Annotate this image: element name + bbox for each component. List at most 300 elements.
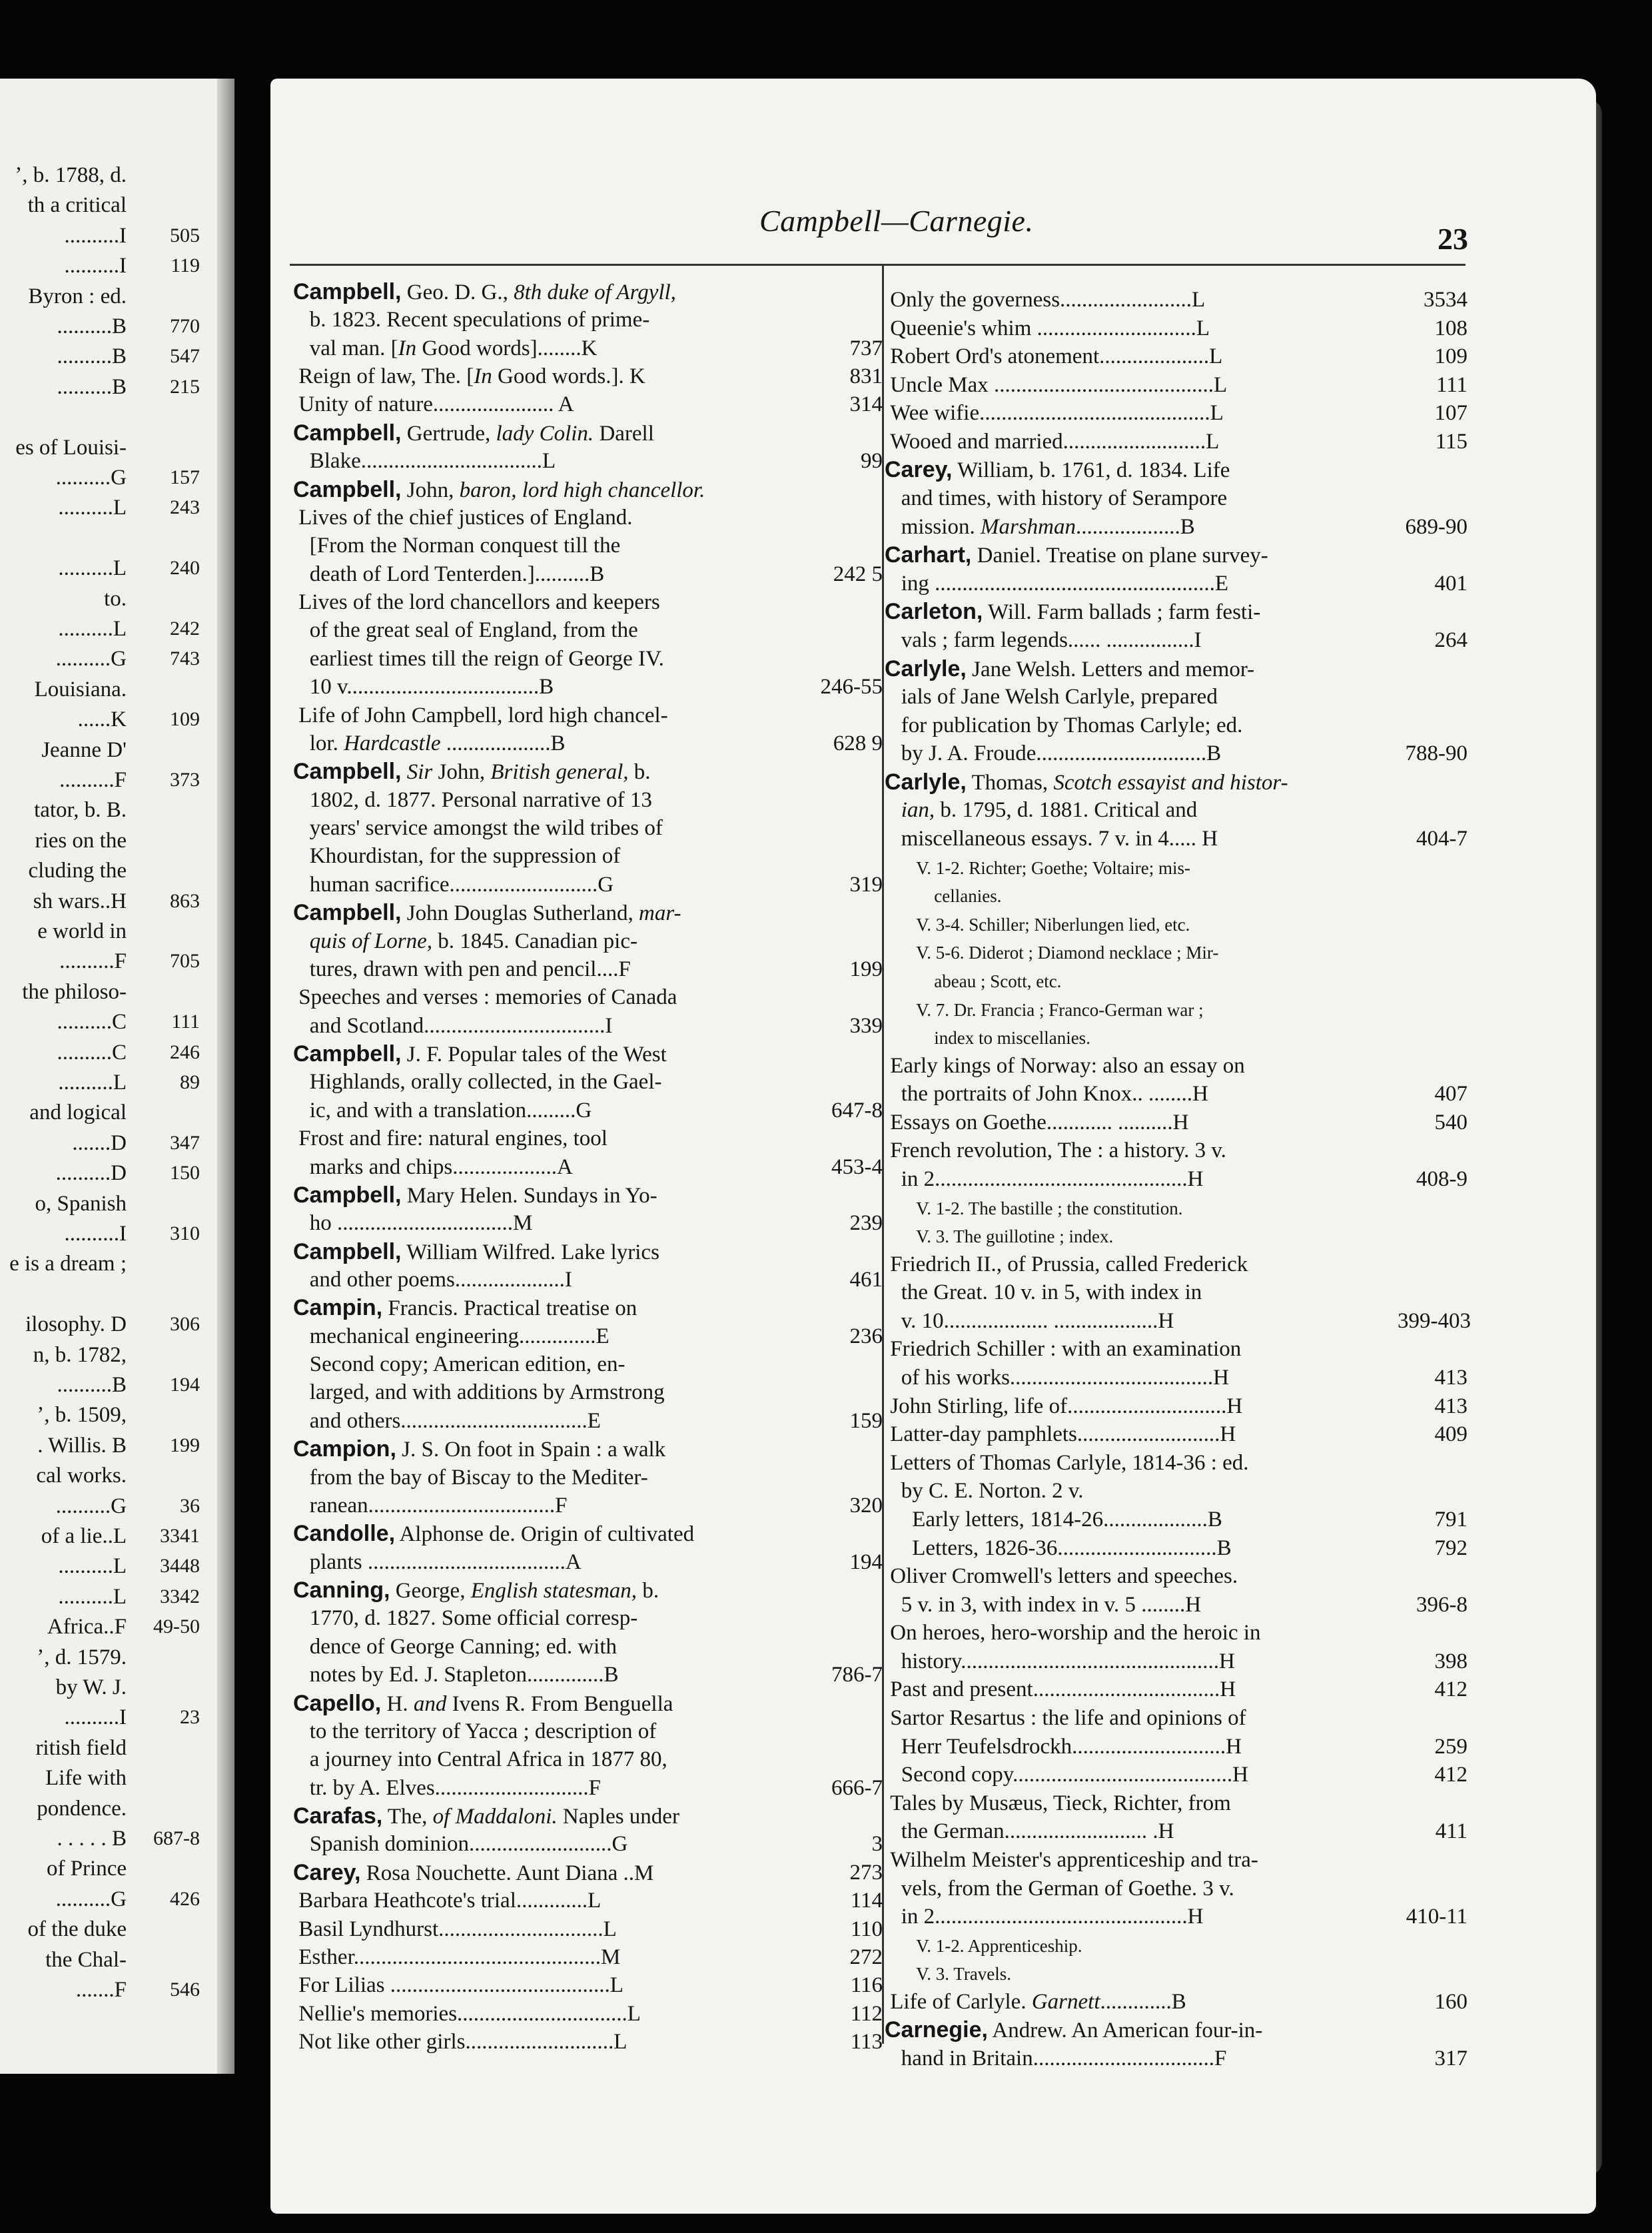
entry-text: Early kings of Norway: also an essay on xyxy=(885,1053,1245,1078)
prev-page-text: ..........L xyxy=(58,1554,127,1579)
entry-text: in 2..............................................H xyxy=(885,1905,1204,1929)
prev-page-number: 36 xyxy=(180,1494,200,1517)
call-number: 239 xyxy=(849,1211,883,1236)
call-number: 110 xyxy=(850,1917,883,1941)
prev-page-text: ..........L xyxy=(58,1584,127,1609)
entry-text: dence of George Canning; ed. with xyxy=(293,1634,618,1659)
prev-page-number: 705 xyxy=(170,950,200,973)
entry-text: Robert Ord's atonement....................L xyxy=(885,344,1223,369)
prev-page-text: ..........L xyxy=(58,496,127,520)
entry-text: ian, b. 1795, d. 1881. Critical and xyxy=(901,798,1198,823)
prev-page-text: ..........G xyxy=(55,466,127,490)
call-number: 314 xyxy=(849,392,883,417)
prev-page-text: ..........G xyxy=(55,647,127,671)
call-number: 413 xyxy=(1434,1394,1467,1418)
call-number: 107 xyxy=(1434,401,1467,426)
entry-text: Life of John Campbell, lord high chancel- xyxy=(293,703,668,727)
call-number: 792 xyxy=(1434,1536,1467,1560)
prev-page-text: ʼ, b. 1788, d. xyxy=(15,163,127,187)
call-number: 791 xyxy=(1434,1507,1467,1532)
entry-text: Speeches and verses : memories of Canada xyxy=(293,985,677,1010)
entry-text: Campbell, Gertrude, lady Colin. Darell xyxy=(293,420,654,446)
prev-page-text: Life with xyxy=(45,1766,127,1791)
call-number: 339 xyxy=(849,1013,883,1038)
call-number: 540 xyxy=(1434,1110,1467,1134)
entry-text: Campbell, Sir John, British general, b. xyxy=(293,759,651,785)
prev-page-line xyxy=(0,1943,220,1977)
entry-text: human sacrifice...........................G xyxy=(293,872,614,897)
entry-text: earliest times till the reign of George IV. xyxy=(293,646,664,671)
prev-page-line xyxy=(0,582,220,616)
entry-text: Blake.................................L xyxy=(293,449,556,474)
entry-text: the Great. 10 v. in 5, with index in xyxy=(885,1280,1202,1305)
prev-page-text: of Prince xyxy=(46,1857,127,1881)
prev-page-line xyxy=(0,612,220,646)
prev-page-text: n, b. 1782, xyxy=(33,1342,127,1367)
entry-text: vals ; farm legends...... ................I xyxy=(885,628,1202,652)
prev-page-line xyxy=(0,915,220,948)
prev-page-line xyxy=(0,793,220,827)
call-number: 114 xyxy=(850,1889,883,1913)
entry-text: Only the governess........................L xyxy=(885,288,1206,312)
prev-page-text: th a critical xyxy=(27,193,127,218)
call-number: 108 xyxy=(1434,316,1467,340)
prev-page-line xyxy=(0,1398,220,1432)
call-number: 410-11 xyxy=(1406,1905,1467,1929)
prev-page-line xyxy=(0,1459,220,1492)
entry-text: ho ................................M xyxy=(293,1211,533,1236)
prev-page-text: o, Spanish xyxy=(35,1191,127,1216)
prev-page-text: .......D xyxy=(72,1130,127,1155)
prev-page-line xyxy=(0,1550,220,1583)
call-number: 412 xyxy=(1434,1677,1467,1702)
prev-page-line xyxy=(0,522,220,555)
entry-text: Campbell, J. F. Popular tales of the West xyxy=(293,1041,667,1067)
entry-text: and others..................................E xyxy=(293,1408,601,1433)
call-number: 273 xyxy=(849,1860,883,1885)
entry-text: Basil Lyndhurst..............................L xyxy=(293,1917,617,1941)
prev-page-text: ..........F xyxy=(59,768,127,792)
entry-text: Campbell, William Wilfred. Lake lyrics xyxy=(293,1238,659,1264)
prev-page-text: ..........B xyxy=(57,314,127,338)
prev-page-line xyxy=(0,885,220,918)
prev-page-text: . . . . . B xyxy=(57,1827,127,1851)
prev-page-number: 246 xyxy=(170,1041,200,1063)
call-number: 408-9 xyxy=(1416,1167,1467,1191)
prev-page-number: 426 xyxy=(170,1887,200,1910)
entry-text: Campbell, Geo. D. G., 8th duke of Argyll, xyxy=(293,279,676,304)
prev-page-text: ......K xyxy=(77,707,127,732)
entry-text: Campbell, John Douglas Sutherland, mar- xyxy=(293,900,681,926)
prev-page-number: 770 xyxy=(170,315,200,337)
entry-text: V. 3. Travels. xyxy=(885,1964,1012,1985)
entry-text: for publication by Thomas Carlyle; ed. xyxy=(885,713,1243,737)
call-number: 401 xyxy=(1434,571,1467,596)
entry-text: Esther.............................................M xyxy=(293,1945,621,1969)
entry-text: Letters, 1826-36.............................B xyxy=(885,1536,1232,1560)
entry-text: Spanish dominion..........................G xyxy=(293,1832,628,1857)
prev-page-text: pondence. xyxy=(37,1796,127,1821)
prev-page-line xyxy=(0,1852,220,1885)
prev-page-text: Louisiana. xyxy=(34,677,127,701)
call-number: 194 xyxy=(849,1550,883,1574)
prev-page-text: sh wars..H xyxy=(33,889,127,913)
entry-text: Campbell, John, baron, lord high chancellor. xyxy=(293,476,705,502)
entry-text: tr. by A. Elves............................F xyxy=(293,1775,602,1800)
entry-text: Not like other girls...........................L xyxy=(293,2030,627,2054)
prev-page-line xyxy=(0,159,220,192)
prev-page-text: tator, b. B. xyxy=(34,798,127,823)
call-number: 628 9 xyxy=(833,731,883,755)
call-number: 411 xyxy=(1435,1819,1467,1844)
entry-text: Life of Carlyle. Garnett.............B xyxy=(885,1989,1186,2014)
prev-page-text: ..........I xyxy=(64,1222,127,1246)
call-number: 3534 xyxy=(1424,288,1467,312)
entry-text: V. 7. Dr. Francia ; Franco-German war ; xyxy=(885,999,1204,1020)
call-number: 407 xyxy=(1434,1082,1467,1107)
entry-text: Nellie's memories...............................L xyxy=(293,2001,641,2026)
prev-page-line xyxy=(0,1641,220,1674)
entry-text: hand in Britain.................................F xyxy=(885,2046,1227,2070)
prev-page-text: cluding the xyxy=(28,859,127,883)
prev-page-line xyxy=(0,1913,220,1946)
entry-text: ic, and with a translation.........G xyxy=(293,1098,592,1122)
prev-page-text: cal works. xyxy=(36,1464,127,1488)
prev-page-line xyxy=(0,1126,220,1160)
prev-page-line xyxy=(0,400,220,434)
prev-page-number: 3342 xyxy=(160,1585,200,1607)
prev-page-text: ..........L xyxy=(58,617,127,641)
prev-page-text: ʼ, b. 1509, xyxy=(37,1403,127,1428)
prev-page-text: ries on the xyxy=(35,828,127,853)
page-number: 23 xyxy=(1438,222,1468,256)
prev-page-text: e is a dream ; xyxy=(9,1252,127,1276)
entry-text: v. 10................... ...................H xyxy=(885,1308,1174,1333)
prev-page-line xyxy=(0,310,220,343)
call-number: 259 xyxy=(1434,1734,1467,1759)
prev-page-line xyxy=(0,945,220,978)
call-number: 788-90 xyxy=(1405,741,1467,766)
entry-text: larged, and with additions by Armstrong xyxy=(293,1380,665,1405)
call-number: 737 xyxy=(849,336,883,360)
entry-text: For Lilias ........................................L xyxy=(293,1973,623,1998)
prev-page-number: 743 xyxy=(170,648,200,670)
prev-page-line xyxy=(0,763,220,797)
entry-text: tures, drawn with pen and pencil....F xyxy=(293,957,631,981)
prev-page-line xyxy=(0,1701,220,1734)
prev-page-line xyxy=(0,1036,220,1069)
call-number: 461 xyxy=(849,1267,883,1292)
entry-text: Frost and fire: natural engines, tool xyxy=(293,1126,608,1151)
prev-page-text: ritish field xyxy=(35,1735,127,1760)
call-number: 236 xyxy=(849,1324,883,1348)
prev-page-line xyxy=(0,552,220,585)
prev-page-line xyxy=(0,1217,220,1250)
entry-text: Candolle, Alphonse de. Origin of cultivated xyxy=(293,1521,695,1547)
entry-text: the portraits of John Knox.. ........H xyxy=(885,1082,1208,1107)
call-number: 3 xyxy=(871,1832,883,1857)
prev-page-line xyxy=(0,1247,220,1280)
prev-page-number: 3341 xyxy=(160,1525,200,1547)
entry-text: Tales by Musæus, Tieck, Richter, from xyxy=(885,1791,1231,1815)
prev-page-number: 199 xyxy=(170,1434,200,1456)
entry-text: V. 1-2. Richter; Goethe; Voltaire; mis- xyxy=(885,857,1190,878)
entry-text: Carnegie, Andrew. An American four-in- xyxy=(885,2017,1263,2043)
entry-text: by J. A. Froude...............................B xyxy=(885,741,1222,766)
prev-page-number: 306 xyxy=(170,1313,200,1336)
entry-text: French revolution, The : a history. 3 v. xyxy=(885,1138,1226,1163)
prev-page-number: 373 xyxy=(170,769,200,791)
entry-text: Lives of the chief justices of England. xyxy=(293,505,633,530)
prev-page-line xyxy=(0,1278,220,1311)
entry-text: V. 1-2. The bastille ; the constitution. xyxy=(885,1198,1183,1218)
call-number: 453-4 xyxy=(831,1154,883,1179)
prev-page-text: ..........L xyxy=(58,556,127,581)
entry-text: Oliver Cromwell's letters and speeches. xyxy=(885,1564,1238,1589)
prev-page-line xyxy=(0,1096,220,1129)
prev-page-line xyxy=(0,1066,220,1099)
entry-text: Carleton, Will. Farm ballads ; farm festi- xyxy=(885,599,1261,625)
prev-page-line xyxy=(0,1368,220,1402)
entry-text: Campin, Francis. Practical treatise on xyxy=(293,1295,637,1321)
call-number: 99 xyxy=(861,449,883,474)
header-rule xyxy=(290,264,1465,266)
previous-page-strip xyxy=(0,79,234,2074)
prev-page-line xyxy=(0,1973,220,2007)
prev-page-line xyxy=(0,854,220,887)
entry-text: Khourdistan, for the suppression of xyxy=(293,844,621,869)
entry-text: ing ...................................................E xyxy=(885,571,1229,596)
entry-text: a journey into Central Africa in 1877 80, xyxy=(293,1747,667,1772)
entry-text: Campbell, Mary Helen. Sundays in Yo- xyxy=(293,1182,657,1208)
prev-page-line xyxy=(0,340,220,373)
prev-page-text: ..........F xyxy=(59,949,127,974)
entry-text: Wilhelm Meister's apprenticeship and tra- xyxy=(885,1847,1258,1872)
entry-text: Letters of Thomas Carlyle, 1814-36 : ed. xyxy=(885,1450,1249,1475)
call-number: 413 xyxy=(1434,1366,1467,1390)
entry-text: b. 1823. Recent speculations of prime- xyxy=(293,308,650,332)
call-number: 319 xyxy=(849,872,883,897)
prev-page-number: 157 xyxy=(170,466,200,488)
prev-page-text: ..........B xyxy=(57,374,127,399)
entry-text: Wooed and married..........................L xyxy=(885,429,1220,454)
entry-text: V. 3. The guillotine ; index. xyxy=(885,1226,1114,1247)
prev-page-text: ..........I xyxy=(64,254,127,278)
call-number: 109 xyxy=(1434,344,1467,369)
prev-page-line xyxy=(0,1580,220,1613)
prev-page-text: ..........B xyxy=(57,1373,127,1397)
prev-page-line xyxy=(0,249,220,282)
prev-page-number: 310 xyxy=(170,1222,200,1244)
entry-text: Carlyle, Thomas, Scotch essayist and histor- xyxy=(885,769,1288,795)
prev-page-text: ..........G xyxy=(55,1887,127,1911)
prev-page-text: by W. J. xyxy=(55,1675,127,1699)
entry-text: index to miscellanies. xyxy=(885,1028,1090,1049)
prev-page-line xyxy=(0,370,220,404)
prev-page-line xyxy=(0,1308,220,1341)
prev-page-line xyxy=(0,1671,220,1704)
entry-text: Sartor Resartus : the life and opinions of xyxy=(885,1706,1246,1731)
entry-text: Second copy; American edition, en- xyxy=(293,1352,625,1377)
call-number: 647-8 xyxy=(831,1098,883,1122)
entry-text: lor. Hardcastle ...................B xyxy=(293,731,566,755)
entry-text: death of Lord Tenterden.]..........B xyxy=(293,562,605,586)
entry-text: of his works.....................................H xyxy=(885,1366,1229,1390)
entry-text: Uncle Max ........................................L xyxy=(885,372,1228,397)
prev-page-line xyxy=(0,642,220,675)
prev-page-text: ʼ, d. 1579. xyxy=(37,1645,127,1669)
prev-page-number: 687-8 xyxy=(153,1827,200,1849)
entry-text: from the bay of Biscay to the Mediter- xyxy=(293,1465,648,1490)
call-number: 115 xyxy=(1435,429,1467,454)
prev-page-line xyxy=(0,461,220,494)
call-number: 320 xyxy=(849,1493,883,1518)
call-number: 264 xyxy=(1434,628,1467,652)
call-number: 404-7 xyxy=(1416,827,1467,851)
prev-page-text: ..........I xyxy=(64,1705,127,1730)
entry-text: V. 5-6. Diderot ; Diamond necklace ; Mir- xyxy=(885,943,1219,963)
call-number: 272 xyxy=(849,1945,883,1969)
entry-text: Barbara Heathcote's trial.............L xyxy=(293,1889,602,1913)
prev-page-line xyxy=(0,824,220,857)
call-number: 831 xyxy=(849,364,883,389)
prev-page-line xyxy=(0,189,220,222)
prev-page-number: 505 xyxy=(170,224,200,246)
entry-text: Friedrich II., of Prussia, called Frederick xyxy=(885,1252,1248,1276)
call-number: 689-90 xyxy=(1405,514,1467,539)
call-number: 412 xyxy=(1434,1763,1467,1787)
call-number: 113 xyxy=(850,2030,883,2054)
entry-text: abeau ; Scott, etc. xyxy=(885,971,1062,991)
entry-text: Herr Teufelsdrockh............................H xyxy=(885,1734,1242,1759)
prev-page-text: and logical xyxy=(29,1101,127,1125)
prev-page-line xyxy=(0,1761,220,1795)
prev-page-number: 23 xyxy=(180,1706,200,1729)
prev-page-line xyxy=(0,1338,220,1372)
prev-page-number: 119 xyxy=(171,254,200,277)
entry-text: 1770, d. 1827. Some official corresp- xyxy=(293,1606,638,1631)
prev-page-text: of a lie..L xyxy=(41,1524,127,1548)
entry-text: Queenie's whim .............................L xyxy=(885,316,1210,340)
entry-text: Carhart, Daniel. Treatise on plane survey- xyxy=(885,542,1268,568)
entry-text: Second copy........................................H xyxy=(885,1763,1248,1787)
entry-text: miscellaneous essays. 7 v. in 4..... H xyxy=(885,827,1218,851)
entry-text: and Scotland.................................I xyxy=(293,1013,613,1038)
prev-page-text: ilosophy. D xyxy=(25,1312,127,1337)
entry-text: Capello, H. and Ivens R. From Benguella xyxy=(293,1690,673,1716)
entry-text: and other poems....................I xyxy=(293,1267,572,1292)
prev-page-number: 215 xyxy=(170,375,200,398)
prev-page-text: ..........I xyxy=(64,223,127,248)
entry-text: marks and chips...................A xyxy=(293,1154,573,1179)
entry-text: Campion, J. S. On foot in Spain : a walk xyxy=(293,1436,666,1462)
prev-page-text: Byron : ed. xyxy=(28,284,127,308)
entry-text: John Stirling, life of.............................H xyxy=(885,1394,1243,1418)
prev-page-text: e world in xyxy=(37,919,127,943)
prev-page-line xyxy=(0,1490,220,1523)
call-number: 666-7 xyxy=(831,1775,883,1800)
prev-page-text: .......F xyxy=(75,1978,127,2002)
prev-page-line xyxy=(0,673,220,706)
prev-page-line xyxy=(0,733,220,767)
prev-page-text: ..........G xyxy=(55,1494,127,1518)
call-number: 246-55 xyxy=(820,675,883,699)
prev-page-number: 109 xyxy=(170,708,200,731)
entry-text: by C. E. Norton. 2 v. xyxy=(885,1479,1084,1504)
entry-text: 5 v. in 3, with index in v. 5 ........H xyxy=(885,1592,1202,1617)
entry-text: V. 3-4. Schiller; Niberlungen lied, etc. xyxy=(885,914,1190,935)
call-number: 786-7 xyxy=(831,1663,883,1687)
prev-page-line xyxy=(0,280,220,313)
prev-page-line xyxy=(0,431,220,464)
prev-page-number: 89 xyxy=(180,1071,200,1093)
entry-text: years' service amongst the wild tribes of xyxy=(293,816,663,841)
entry-text: vels, from the German of Goethe. 3 v. xyxy=(885,1876,1234,1901)
entry-text: cellanies. xyxy=(885,886,1002,907)
entry-text: in 2..............................................H xyxy=(885,1167,1204,1191)
call-number: 116 xyxy=(850,1973,883,1998)
prev-page-number: 49-50 xyxy=(153,1615,200,1638)
entry-text: Carey, William, b. 1761, d. 1834. Life xyxy=(885,457,1230,483)
prev-page-text: ..........C xyxy=(57,1010,127,1035)
prev-page-text: . Willis. B xyxy=(37,1433,127,1458)
entry-text: the German.......................... .H xyxy=(885,1819,1174,1844)
entry-text: history...............................................H xyxy=(885,1649,1235,1673)
prev-page-number: 111 xyxy=(171,1011,200,1033)
entry-text: Early letters, 1814-26...................B xyxy=(885,1507,1222,1532)
prev-page-line xyxy=(0,703,220,736)
entry-text: Carafas, The, of Maddaloni. Naples under xyxy=(293,1803,679,1829)
call-number: 242 5 xyxy=(833,562,883,586)
running-head: Campbell—Carnegie. xyxy=(759,204,1034,238)
prev-page-line xyxy=(0,975,220,1009)
entry-text: of the great seal of England, from the xyxy=(293,618,638,643)
entry-text: Carlyle, Jane Welsh. Letters and memor- xyxy=(885,656,1255,681)
call-number: 317 xyxy=(1434,2046,1467,2070)
prev-page-number: 3448 xyxy=(160,1555,200,1577)
entry-text: mechanical engineering..............E xyxy=(293,1324,610,1348)
prev-page-text: the philoso- xyxy=(22,979,127,1004)
prev-page-number: 243 xyxy=(170,496,200,519)
prev-page-text: Africa..F xyxy=(47,1615,127,1639)
prev-page-number: 547 xyxy=(170,345,200,368)
prev-page-number: 242 xyxy=(170,618,200,640)
entry-text: Unity of nature...................... A xyxy=(293,392,574,417)
call-number: 396-8 xyxy=(1416,1592,1467,1617)
prev-page-text: ..........B xyxy=(57,344,127,369)
prev-page-text: es of Louisi- xyxy=(15,435,127,460)
call-number: 160 xyxy=(1434,1989,1467,2014)
entry-text: plants ....................................A xyxy=(293,1550,582,1574)
entry-text: Wee wifie..........................................L xyxy=(885,401,1224,426)
entry-text: On heroes, hero-worship and the heroic in xyxy=(885,1621,1261,1645)
call-number: 159 xyxy=(849,1408,883,1433)
call-number: 112 xyxy=(850,2001,883,2026)
entry-text: Lives of the lord chancellors and keepers xyxy=(293,590,660,615)
prev-page-number: 347 xyxy=(170,1131,200,1154)
entry-text: ials of Jane Welsh Carlyle, prepared xyxy=(885,685,1218,709)
entry-text: mission. Marshman...................B xyxy=(885,514,1195,539)
call-number: 111 xyxy=(1436,372,1467,397)
prev-page-number: 240 xyxy=(170,557,200,580)
prev-page-line xyxy=(0,1156,220,1190)
entry-text: Essays on Goethe............ ..........H xyxy=(885,1110,1189,1134)
prev-page-line xyxy=(0,1187,220,1220)
prev-page-line xyxy=(0,1822,220,1855)
entry-text: 1802, d. 1877. Personal narrative of 13 xyxy=(293,787,652,812)
prev-page-line xyxy=(0,219,220,252)
entry-text: Carey, Rosa Nouchette. Aunt Diana ..M xyxy=(293,1859,654,1885)
